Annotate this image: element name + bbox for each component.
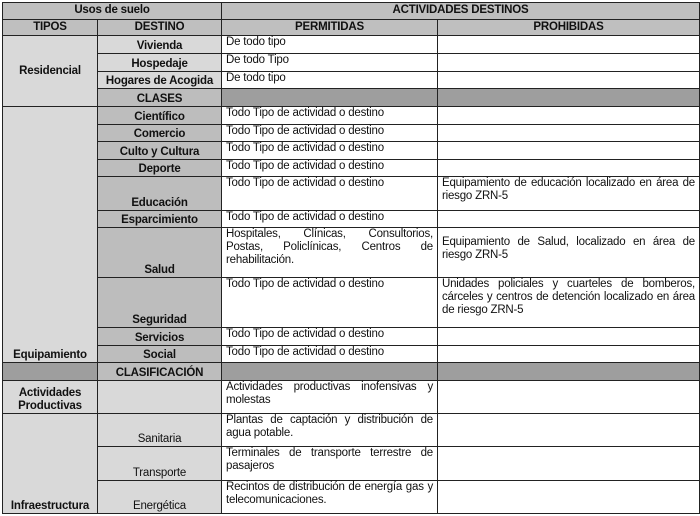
section-row-clases <box>3 89 700 107</box>
permitidas-cell: Todo Tipo de actividad o destino <box>222 159 438 177</box>
section-fill <box>222 363 438 381</box>
destino-cell: Vivienda <box>98 36 222 54</box>
table-row <box>3 36 700 54</box>
permitidas-cell: Todo Tipo de actividad o destino <box>222 278 438 328</box>
destino-cell: Esparcimiento <box>98 210 222 228</box>
destino-cell: Culto y Cultura <box>98 142 222 160</box>
table-row <box>3 328 700 346</box>
table-row <box>3 142 700 160</box>
header-row-1 <box>3 3 700 20</box>
tipo-equipamiento: Equipamiento <box>3 106 98 363</box>
permitidas-cell: De todo tipo <box>222 71 438 89</box>
destino-cell: Salud <box>98 228 222 278</box>
permitidas-cell: Todo Tipo de actividad o destino <box>222 177 438 210</box>
table-row <box>3 228 700 278</box>
table-row <box>3 480 700 513</box>
permitidas-cell: Plantas de captación y distribución de agua potable. <box>222 414 438 447</box>
permitidas-cell: Todo Tipo de actividad o destino <box>222 328 438 346</box>
permitidas-cell: De todo tipo <box>222 36 438 54</box>
destino-cell: Hogares de Acogida <box>98 71 222 89</box>
permitidas-cell: De todo Tipo <box>222 53 438 71</box>
destino-cell: Científico <box>98 106 222 124</box>
section-fill <box>438 363 700 381</box>
destino-cell <box>98 381 222 414</box>
table-row <box>3 106 700 124</box>
destino-cell: Educación <box>98 177 222 210</box>
table-row <box>3 124 700 142</box>
table-row <box>3 210 700 228</box>
prohibidas-cell: Equipamiento de educación localizado en área de riesgo ZRN-5 <box>438 177 700 210</box>
permitidas-cell: Recintos de distribución de energía gas y telecomunicaciones. <box>222 480 438 513</box>
land-use-table <box>2 2 700 514</box>
prohibidas-cell <box>438 345 700 363</box>
destino-cell: Sanitaria <box>98 414 222 447</box>
permitidas-cell: Todo Tipo de actividad o destino <box>222 142 438 160</box>
prohibidas-cell <box>438 106 700 124</box>
prohibidas-header: PROHIBIDAS <box>438 19 700 36</box>
destino-cell: Energética <box>98 480 222 513</box>
permitidas-header: PERMITIDAS <box>222 19 438 36</box>
destino-cell: Servicios <box>98 328 222 346</box>
permitidas-cell: Todo Tipo de actividad o destino <box>222 210 438 228</box>
prohibidas-cell <box>438 210 700 228</box>
prohibidas-cell: Equipamiento de Salud, localizado en área de riesgo ZRN-5 <box>438 228 700 278</box>
table-row <box>3 414 700 447</box>
prohibidas-cell <box>438 53 700 71</box>
clasificacion-label: CLASIFICACIÓN <box>98 363 222 381</box>
permitidas-cell: Terminales de transporte terrestre de pasajeros <box>222 447 438 480</box>
prohibidas-cell <box>438 142 700 160</box>
table-row <box>3 278 700 328</box>
section-fill <box>222 89 438 107</box>
table-row <box>3 447 700 480</box>
prohibidas-cell: Unidades policiales y cuarteles de bomberos, cárceles y centros de detención localizado en área de riesgo ZRN-5 <box>438 278 700 328</box>
destino-cell: Hospedaje <box>98 53 222 71</box>
section-fill <box>3 363 98 381</box>
tipo-residencial: Residencial <box>3 36 98 107</box>
table-row <box>3 381 700 414</box>
destino-cell: Comercio <box>98 124 222 142</box>
table-row <box>3 345 700 363</box>
destino-header: DESTINO <box>98 19 222 36</box>
prohibidas-cell <box>438 328 700 346</box>
table-row <box>3 177 700 210</box>
prohibidas-cell <box>438 480 700 513</box>
destino-cell: Deporte <box>98 159 222 177</box>
destino-cell: Social <box>98 345 222 363</box>
section-fill <box>438 89 700 107</box>
permitidas-cell: Actividades productivas inofensivas y molestas <box>222 381 438 414</box>
prohibidas-cell <box>438 381 700 414</box>
prohibidas-cell <box>438 71 700 89</box>
header-row-2 <box>3 19 700 36</box>
table-row <box>3 71 700 89</box>
prohibidas-cell <box>438 159 700 177</box>
clases-label: CLASES <box>98 89 222 107</box>
destino-cell: Seguridad <box>98 278 222 328</box>
permitidas-cell: Todo Tipo de actividad o destino <box>222 106 438 124</box>
permitidas-cell: Hospitales, Clínicas, Consultorios, Postas, Policlínicas, Centros de rehabilitación. <box>222 228 438 278</box>
prohibidas-cell <box>438 414 700 447</box>
table-row <box>3 159 700 177</box>
section-row-clasificacion <box>3 363 700 381</box>
tipos-header: TIPOS <box>3 19 98 36</box>
prohibidas-cell <box>438 36 700 54</box>
permitidas-cell: Todo Tipo de actividad o destino <box>222 124 438 142</box>
permitidas-cell: Todo Tipo de actividad o destino <box>222 345 438 363</box>
prohibidas-cell <box>438 124 700 142</box>
actividades-destinos-header: ACTIVIDADES DESTINOS <box>222 3 700 20</box>
prohibidas-cell <box>438 447 700 480</box>
tipo-infraestructura: Infraestructura <box>3 414 98 514</box>
usos-de-suelo-header: Usos de suelo <box>3 3 222 20</box>
destino-cell: Transporte <box>98 447 222 480</box>
tipo-actividades-productivas: Actividades Productivas <box>3 381 98 414</box>
table-row <box>3 53 700 71</box>
